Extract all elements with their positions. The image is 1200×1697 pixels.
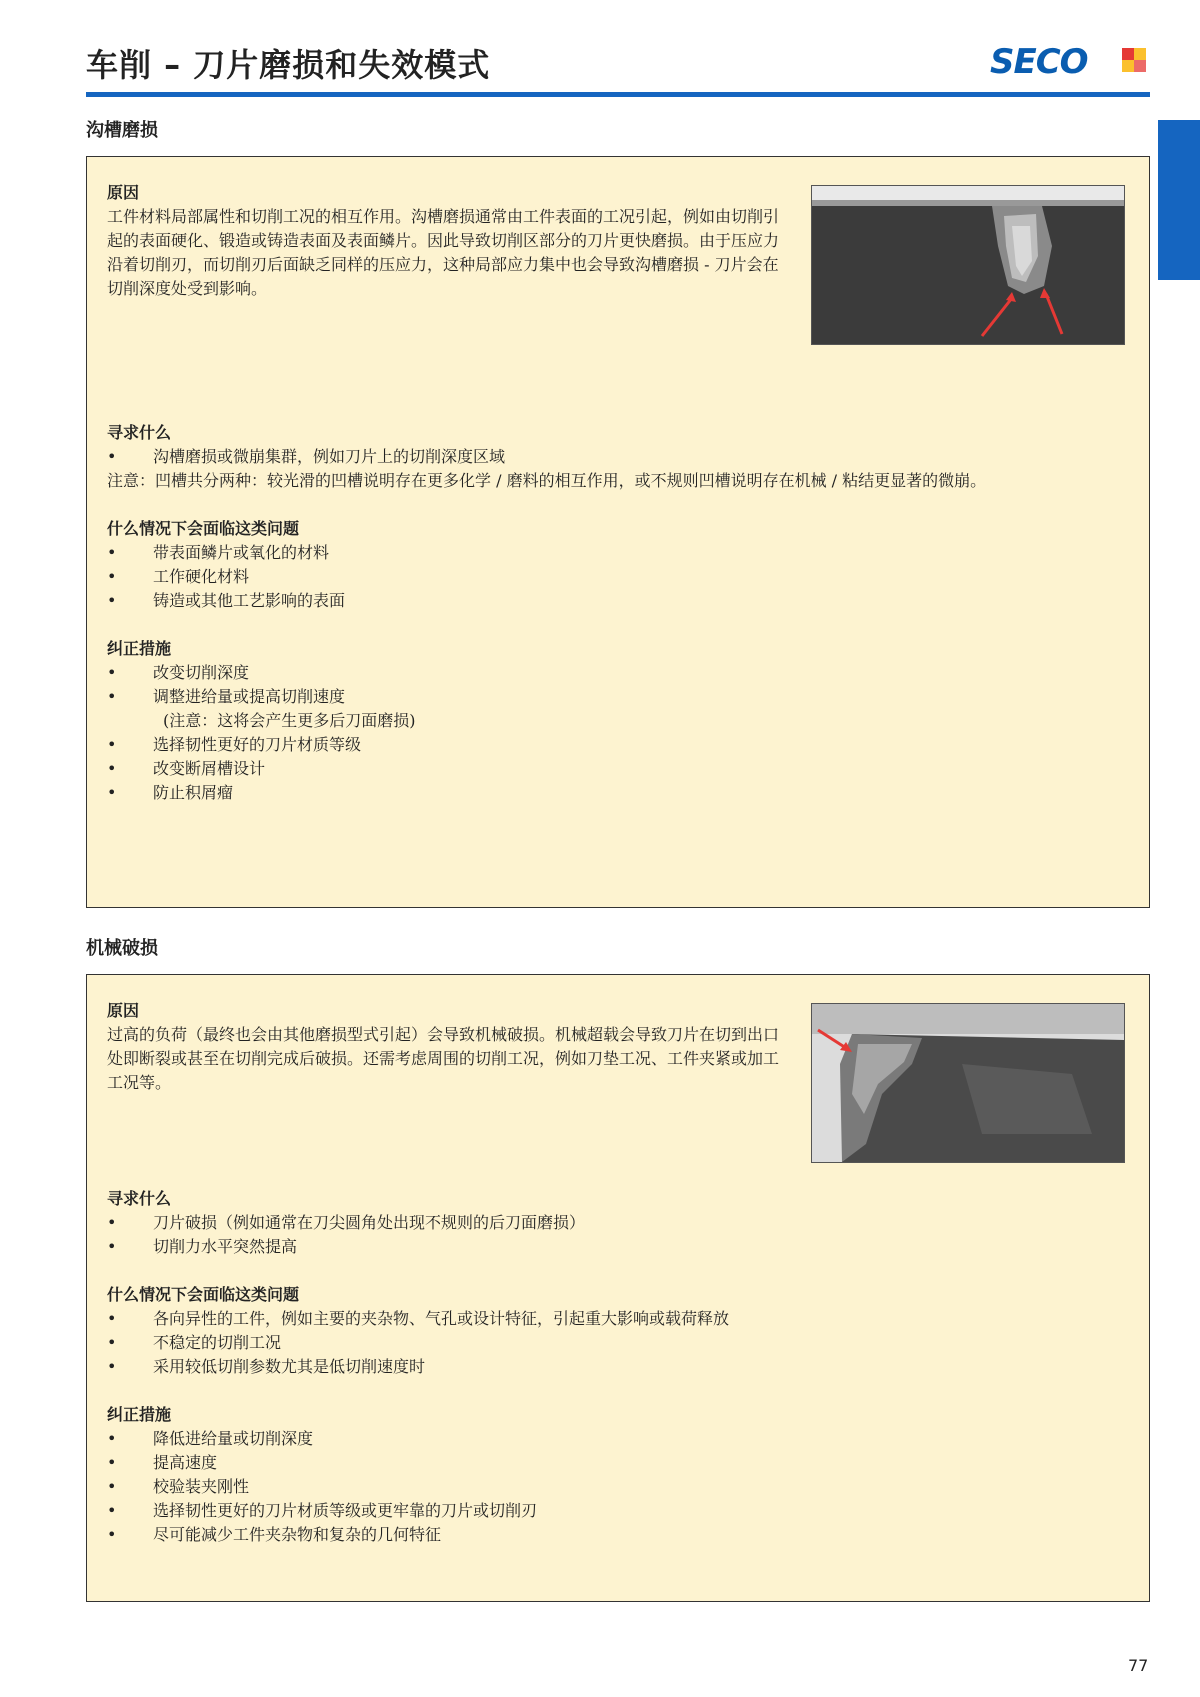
look-list: [107, 1211, 585, 1259]
look-list: [107, 445, 1127, 469]
when-label: 什么情况下会面临这类问题: [107, 1285, 300, 1304]
look-label: 寻求什么: [107, 1189, 172, 1208]
fix-label: 纠正措施: [107, 1405, 172, 1424]
fix-block: [107, 637, 416, 805]
when-list: [107, 1307, 1107, 1379]
cause-label: 原因: [107, 1001, 140, 1020]
list-item: • 提高速度: [107, 1451, 537, 1475]
list-item: • 不稳定的切削工况: [107, 1331, 1107, 1355]
look-label: 寻求什么: [107, 423, 172, 442]
list-item: • 切削力水平突然提高: [107, 1235, 585, 1259]
chapter-tab: [1158, 120, 1200, 280]
list-item: • 沟槽磨损或微崩集群，例如刀片上的切削深度区域: [107, 445, 1127, 469]
when-label: 什么情况下会面临这类问题: [107, 519, 300, 538]
fix-block: [107, 1403, 537, 1547]
notch-wear-image: [812, 186, 1124, 344]
list-item: • 调整进给量或提高切削速度: [107, 685, 416, 709]
when-block: [107, 517, 345, 613]
seco-logo: [990, 42, 1150, 82]
list-item: • 选择韧性更好的刀片材质等级: [107, 733, 416, 757]
list-item: • 带表面鳞片或氧化的材料: [107, 541, 345, 565]
fix-label: 纠正措施: [107, 639, 172, 658]
list-item: • 校验装夹刚性: [107, 1475, 537, 1499]
cause-block: [107, 999, 787, 1095]
list-item: • 各向异性的工件，例如主要的夹杂物、气孔或设计特征，引起重大影响或载荷释放: [107, 1307, 1107, 1331]
logo-mark-icon: [1122, 48, 1146, 72]
look-block: [107, 421, 1127, 493]
list-item: • 改变断屑槽设计: [107, 757, 416, 781]
page-title: 车削 – 刀片磨损和失效模式: [86, 46, 491, 84]
list-item: • 选择韧性更好的刀片材质等级或更牢靠的刀片或切削刃: [107, 1499, 537, 1523]
list-item: • 尽可能减少工件夹杂物和复杂的几何特征: [107, 1523, 537, 1547]
section-title-notch-wear: 沟槽磨损: [86, 120, 158, 141]
fix-list: [107, 661, 416, 805]
list-item: • 铸造或其他工艺影响的表面: [107, 589, 345, 613]
section-title-mechanical-breakage: 机械破损: [86, 938, 158, 959]
list-item: • 改变切削深度: [107, 661, 416, 685]
list-item-note: (注意：这将会产生更多后刀面磨损): [163, 711, 416, 730]
fix-list: [107, 1427, 537, 1547]
cause-text: 过高的负荷（最终也会由其他磨损型式引起）会导致机械破损。机械超载会导致刀片在切到出口处即断裂或甚至在切削完成后破损。还需考虑周围的切削工况，例如刀垫工况、工件夹紧或加工工况等。: [107, 1025, 780, 1092]
cause-label: 原因: [107, 183, 140, 202]
list-item: • 工作硬化材料: [107, 565, 345, 589]
list-item: • 防止积屑瘤: [107, 781, 416, 805]
cause-text: 工件材料局部属性和切削工况的相互作用。沟槽磨损通常由工件表面的工况引起，例如由切削引起的表面硬化、锻造或铸造表面及表面鳞片。因此导致切削区部分的刀片更快磨损。由于压应力沿着切削刃，而切削刃后面缺乏同样的压应力，这种局部应力集中也会导致沟槽磨损 - 刀片会在切削深度处受到影响。: [107, 207, 780, 298]
logo-text: SECO: [990, 42, 1088, 82]
mechanical-breakage-photo: [811, 1003, 1125, 1163]
mechanical-breakage-image: [812, 1004, 1124, 1162]
look-note: 注意：凹槽共分两种：较光滑的凹槽说明存在更多化学 / 磨料的相互作用，或不规则凹槽说明存在机械 / 粘结更显著的微崩。: [107, 471, 987, 490]
header-rule: [86, 92, 1150, 97]
list-item: • 降低进给量或切削深度: [107, 1427, 537, 1451]
list-item: • 刀片破损（例如通常在刀尖圆角处出现不规则的后刀面磨损）: [107, 1211, 585, 1235]
when-block: [107, 1283, 1107, 1379]
when-list: [107, 541, 345, 613]
cause-block: [107, 181, 787, 301]
mechanical-breakage-box: [86, 974, 1150, 1602]
page-number: 77: [1128, 1656, 1149, 1675]
list-item: • 采用较低切削参数尤其是低切削速度时: [107, 1355, 1107, 1379]
notch-wear-photo: [811, 185, 1125, 345]
notch-wear-box: [86, 156, 1150, 908]
look-block: [107, 1187, 585, 1259]
